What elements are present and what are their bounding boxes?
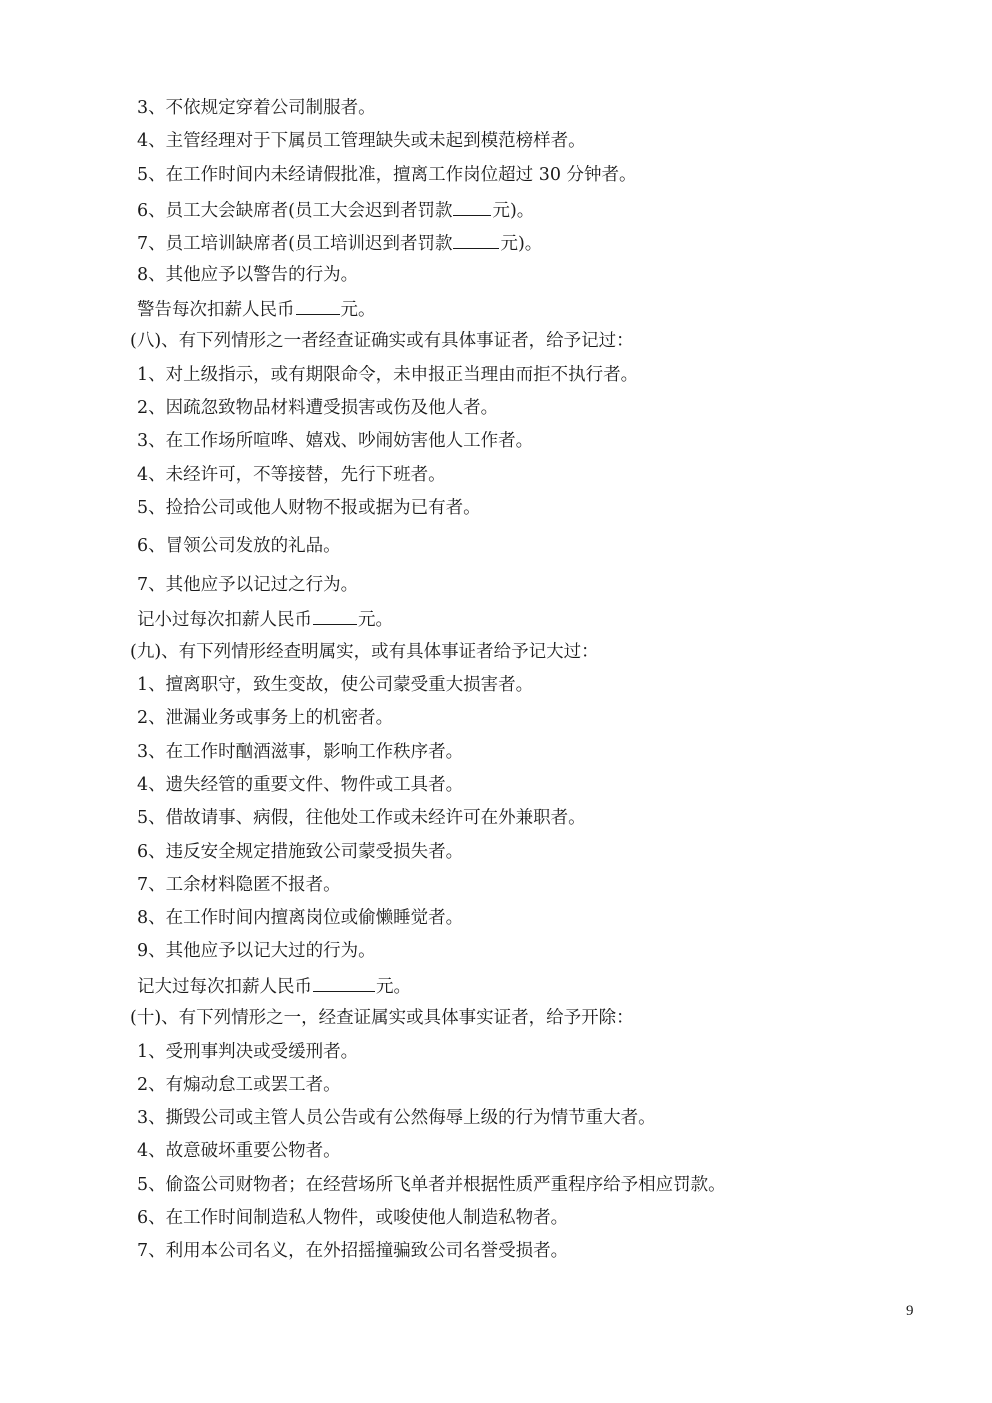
fill-in-blank xyxy=(296,297,340,315)
rule-line: 7、其他应予以记过之行为。 xyxy=(137,575,359,595)
line-text-after-blank: 元。 xyxy=(340,300,376,320)
rule-line: 4、故意破坏重要公物者。 xyxy=(137,1141,341,1161)
rule-line: 4、未经许可，不等接替，先行下班者。 xyxy=(137,465,446,485)
rule-line xyxy=(137,297,376,321)
section-heading: (八)、有下列情形之一者经查证确实或有具体事证者，给予记过： xyxy=(130,331,634,351)
rule-line: 7、利用本公司名义，在外招摇撞骗致公司名誉受损者。 xyxy=(137,1241,569,1261)
rule-line xyxy=(137,974,411,998)
rule-line: 9、其他应予以记大过的行为。 xyxy=(137,941,376,961)
rule-line: 6、在工作时间制造私人物件，或唆使他人制造私物者。 xyxy=(137,1208,569,1228)
rule-line: 7、工余材料隐匿不报者。 xyxy=(137,875,341,895)
rule-line: 3、在工作场所喧哗、嬉戏、吵闹妨害他人工作者。 xyxy=(137,431,534,451)
rule-line: 6、违反安全规定措施致公司蒙受损失者。 xyxy=(137,842,464,862)
fill-in-blank xyxy=(313,607,357,625)
rule-line: 8、其他应予以警告的行为。 xyxy=(137,265,359,285)
line-text-before-blank: 记大过每次扣薪人民币 xyxy=(137,977,312,997)
rule-line: 5、偷盗公司财物者；在经营场所飞单者并根据性质严重程序给予相应罚款。 xyxy=(137,1175,726,1195)
rule-line: 4、主管经理对于下属员工管理缺失或未起到模范榜样者。 xyxy=(137,131,586,151)
line-text-before-blank: 7、员工培训缺席者(员工培训迟到者罚款 xyxy=(137,234,453,254)
line-text-after-blank: 元。 xyxy=(358,610,393,630)
rule-line xyxy=(137,198,534,222)
rule-line: 1、对上级指示，或有期限命令，未申报正当理由而拒不执行者。 xyxy=(137,365,639,385)
rule-line: 1、擅离职守，致生变故，使公司蒙受重大损害者。 xyxy=(137,675,534,695)
rule-line xyxy=(137,607,393,631)
rule-line xyxy=(137,231,542,255)
section-heading: (十)、有下列情形之一，经查证属实或具体事实证者，给予开除： xyxy=(130,1008,634,1028)
rule-line: 3、撕毁公司或主管人员公告或有公然侮辱上级的行为情节重大者。 xyxy=(137,1108,656,1128)
rule-line: 3、在工作时酗酒滋事，影响工作秩序者。 xyxy=(137,742,464,762)
rule-line: 5、借故请事、病假，往他处工作或未经许可在外兼职者。 xyxy=(137,808,586,828)
line-text-after-blank: 元)。 xyxy=(492,201,535,221)
fill-in-blank xyxy=(453,198,491,216)
fill-in-blank xyxy=(313,974,375,992)
line-text-before-blank: 警告每次扣薪人民币 xyxy=(137,300,295,320)
rule-line: 6、冒领公司发放的礼品。 xyxy=(137,536,341,556)
rule-line: 2、有煽动怠工或罢工者。 xyxy=(137,1075,341,1095)
rule-line: 2、泄漏业务或事务上的机密者。 xyxy=(137,708,394,728)
line-text-after-blank: 元)。 xyxy=(500,234,543,254)
rule-line: 5、在工作时间内未经请假批准，擅离工作岗位超过 30 分钟者。 xyxy=(137,165,637,185)
rule-line: 1、受刑事判决或受缓刑者。 xyxy=(137,1042,359,1062)
rule-line: 5、捡拾公司或他人财物不报或据为已有者。 xyxy=(137,498,481,518)
line-text-before-blank: 记小过每次扣薪人民币 xyxy=(137,610,312,630)
fill-in-blank xyxy=(453,231,499,249)
rule-line: 2、因疏忽致物品材料遭受损害或伤及他人者。 xyxy=(137,398,499,418)
rule-line: 3、不依规定穿着公司制服者。 xyxy=(137,98,376,118)
rule-line: 4、遗失经管的重要文件、物件或工具者。 xyxy=(137,775,464,795)
line-text-before-blank: 6、员工大会缺席者(员工大会迟到者罚款 xyxy=(137,201,453,221)
section-heading: (九)、有下列情形经查明属实，或有具体事证者给予记大过： xyxy=(130,642,599,662)
line-text-after-blank: 元。 xyxy=(376,977,411,997)
page-number: 9 xyxy=(906,1303,914,1319)
rule-line: 8、在工作时间内擅离岗位或偷懒睡觉者。 xyxy=(137,908,464,928)
